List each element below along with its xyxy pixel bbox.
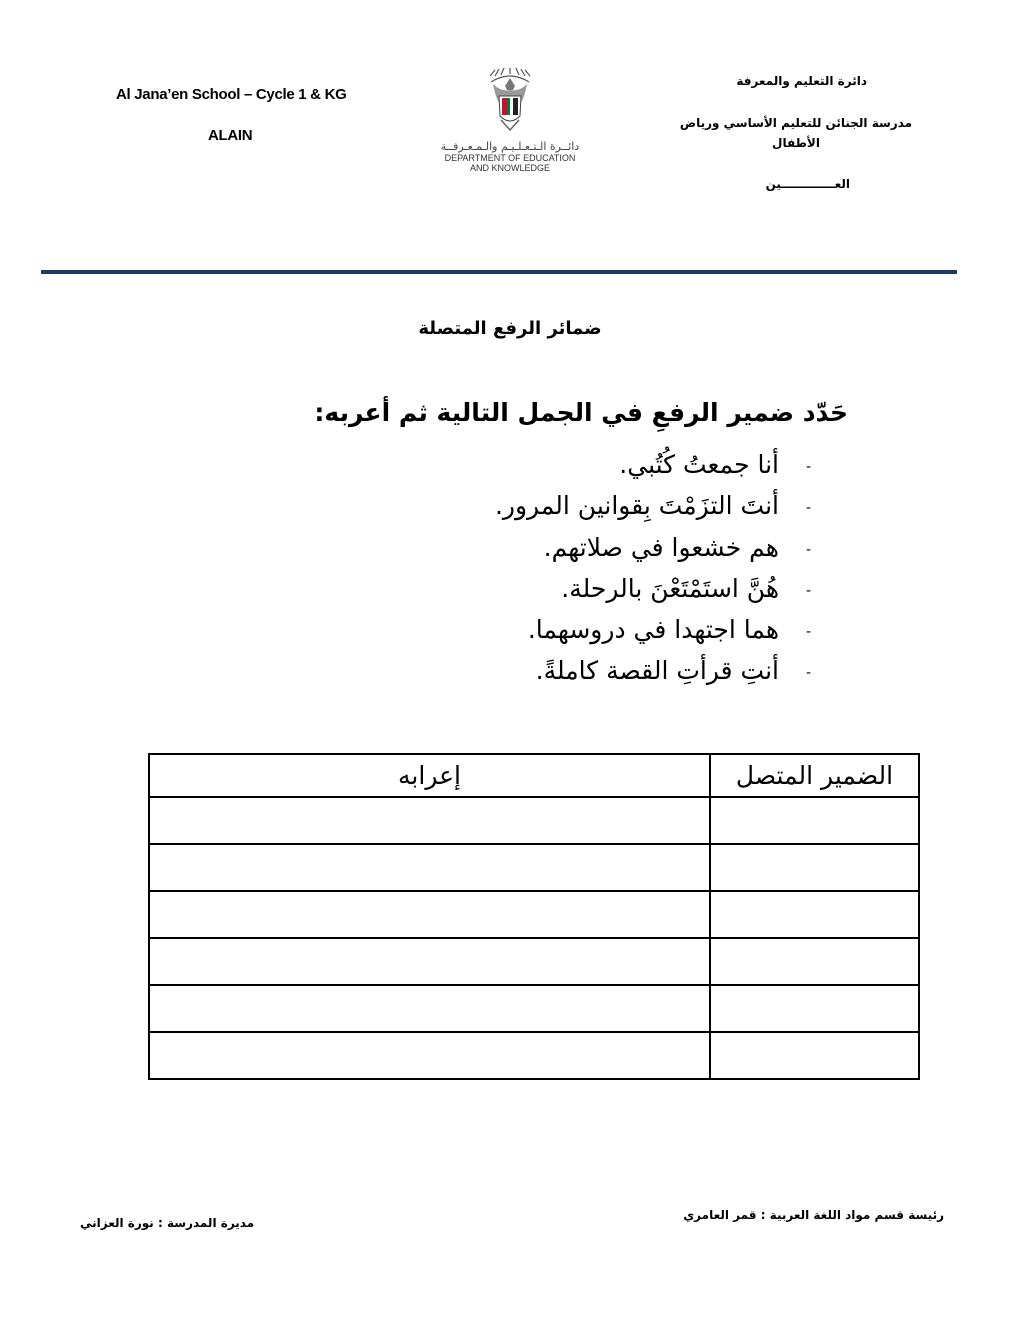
bullet-marker: - <box>805 541 811 558</box>
logo-text-ar: دائــرة الـتـعـلـيـم والـمـعـرفــة <box>440 140 580 153</box>
parsing-cell[interactable] <box>149 891 710 938</box>
bullet-marker: - <box>805 459 811 475</box>
sentence-text: أنتَ التزَمْتَ بِقوانين المرور. <box>494 491 779 521</box>
parsing-cell[interactable] <box>149 844 710 891</box>
parsing-cell[interactable] <box>149 985 710 1032</box>
city-name-ar: العـــــــــــــين <box>765 177 850 191</box>
bullet-marker: - <box>805 624 811 641</box>
header-pronoun: الضمير المتصل <box>710 754 919 797</box>
pronoun-cell[interactable] <box>710 797 919 844</box>
header-parsing: إعرابه <box>149 754 710 797</box>
bullet-marker: - <box>805 500 811 517</box>
parsing-cell[interactable] <box>149 1032 710 1079</box>
exercise-instruction: حَدّد ضمير الرفعِ في الجمل التالية ثم أعربه: <box>314 398 848 427</box>
sentence-text: أنا جمعتُ كُتُبي. <box>619 450 779 479</box>
pronoun-cell[interactable] <box>710 985 919 1032</box>
table-row <box>149 938 919 985</box>
answer-table <box>148 753 920 1080</box>
department-logo <box>440 68 580 173</box>
logo-text-en-line2: AND KNOWLEDGE <box>469 163 550 173</box>
school-name-ar: مدرسة الجنائن للتعليم الأساسي ورياض الأطفال <box>679 116 913 150</box>
falcon-emblem-icon <box>485 68 535 136</box>
school-name-en: Al Jana’en School – Cycle 1 & KG <box>116 86 347 103</box>
bullet-marker: - <box>805 582 811 599</box>
pronoun-cell[interactable] <box>710 844 919 891</box>
table-row <box>149 844 919 891</box>
list-item <box>495 652 811 693</box>
sentence-list <box>494 446 811 694</box>
pronoun-cell[interactable] <box>710 1032 919 1079</box>
head-of-department-signature: رئيسة قسم مواد اللغة العربية : قمر العامري <box>683 1208 944 1222</box>
table-row <box>149 1032 919 1079</box>
city-name-en: ALAIN <box>208 127 253 144</box>
list-item <box>495 570 811 611</box>
table-row <box>149 985 919 1032</box>
table-header-row <box>149 754 919 797</box>
list-item <box>495 529 811 570</box>
table-row <box>149 891 919 938</box>
sentence-text: هما اجتهدا في دروسهما. <box>527 615 779 645</box>
sentence-text: هم خشعوا في صلاتهم. <box>543 532 779 562</box>
sentence-text: أنتِ قرأتِ القصة كاملةً. <box>535 656 779 686</box>
list-item <box>494 487 811 528</box>
parsing-cell[interactable] <box>149 797 710 844</box>
page-title: ضمائر الرفع المتصلة <box>418 318 602 339</box>
list-item <box>495 611 811 652</box>
header-divider <box>41 270 957 274</box>
parsing-cell[interactable] <box>149 938 710 985</box>
principal-signature: مديرة المدرسة : نورة العزاني <box>80 1216 255 1230</box>
sentence-text: هُنَّ استَمْتَعْنَ بالرحلة. <box>561 573 779 603</box>
pronoun-cell[interactable] <box>710 938 919 985</box>
pronoun-cell[interactable] <box>710 891 919 938</box>
bullet-marker: - <box>805 665 811 682</box>
department-name-ar: دائرة التعليم والمعرفة <box>736 74 867 88</box>
table-row <box>149 797 919 844</box>
list-item <box>495 446 811 487</box>
logo-text-en-line1: DEPARTMENT OF EDUCATION <box>444 153 576 163</box>
